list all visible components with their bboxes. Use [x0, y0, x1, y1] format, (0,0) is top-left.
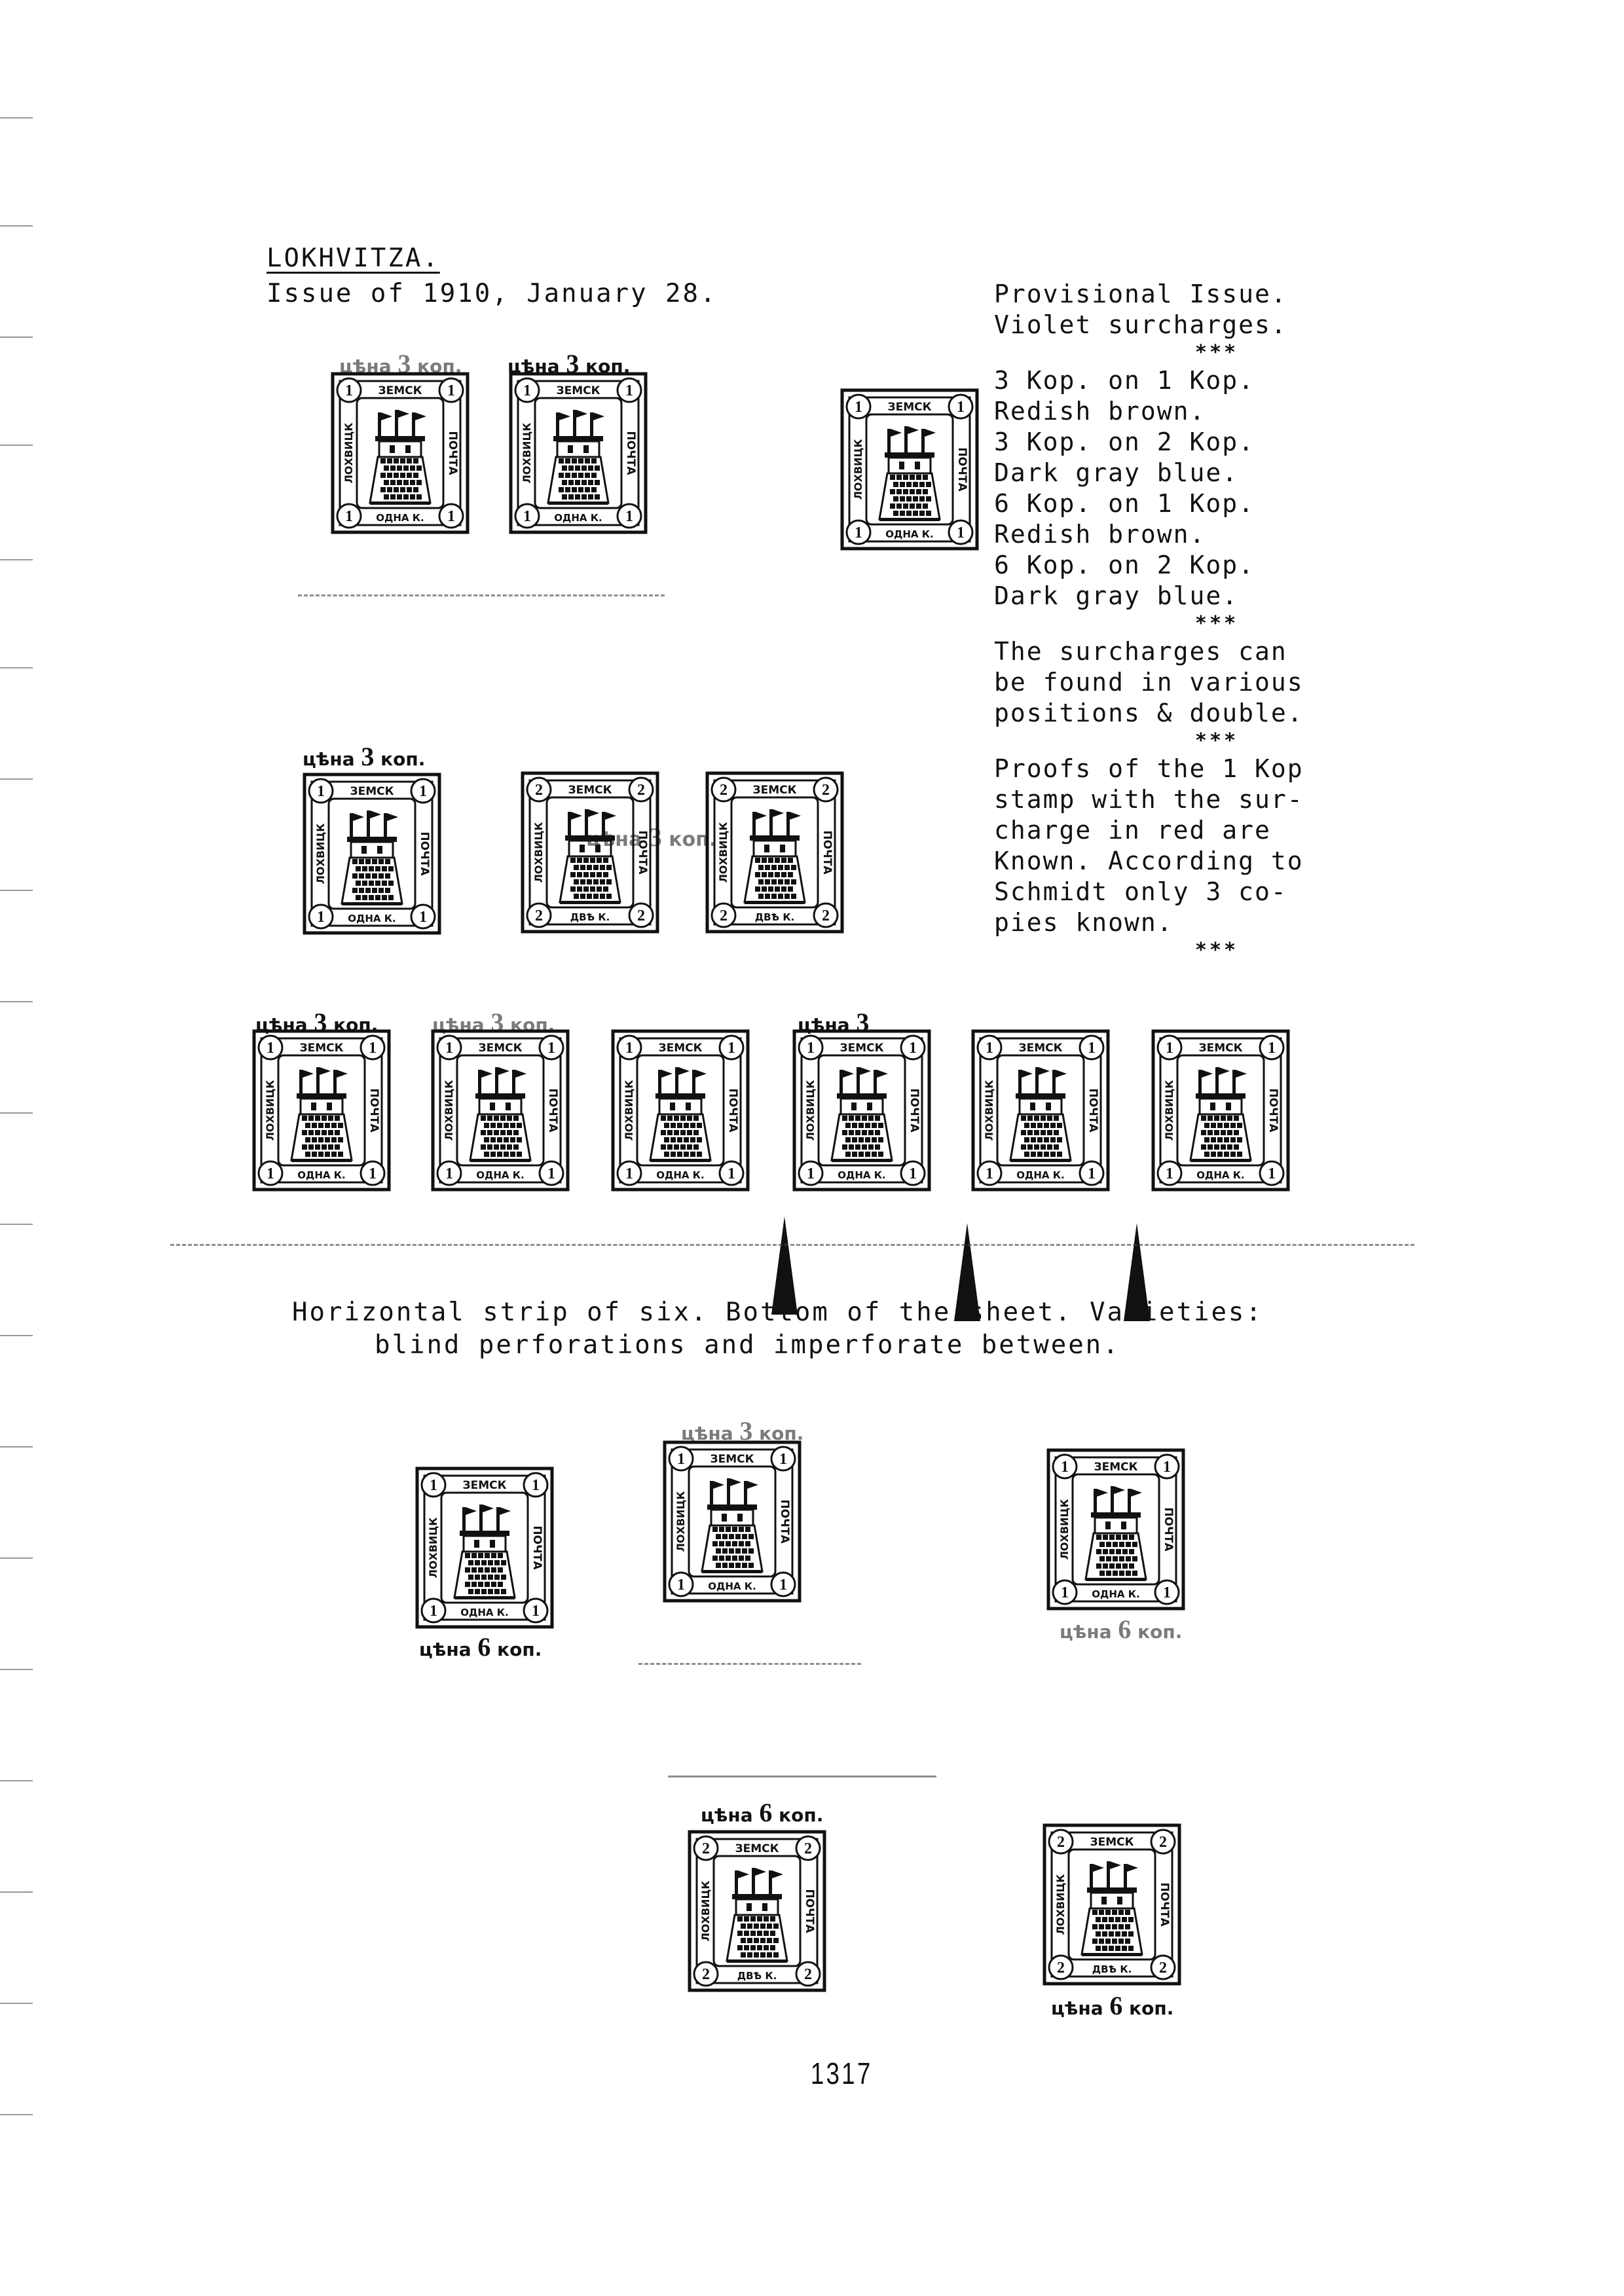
denomination-numeral: 2: [1159, 1834, 1167, 1851]
denomination-numeral: 1: [523, 382, 531, 399]
denomination-numeral: 2: [702, 1840, 710, 1857]
stamp-left-text: ЛОХВИЦК: [443, 1080, 455, 1141]
stamp-bottom-text: ОДНА К.: [1092, 1588, 1140, 1600]
denomination-numeral: 1: [445, 1165, 453, 1182]
stamp-top-text: ЗЕМСК: [568, 784, 612, 797]
denomination-numeral: 1: [267, 1040, 274, 1057]
overprint-6kop: цѣна 6 коп.: [1060, 1614, 1183, 1644]
stamp-2kop: [688, 1830, 826, 1992]
denomination-numeral: 1: [345, 382, 353, 399]
stamp-top-text: ЗЕМСК: [887, 401, 932, 414]
stamp-bottom-text: ОДНА К.: [348, 913, 396, 924]
strip-caption: [292, 1296, 1263, 1362]
stamp-right-text: ПОЧТА: [418, 831, 431, 876]
page-heading: LOKHVITZA.: [267, 244, 440, 273]
stamp-top-text: ЗЕМСК: [299, 1042, 344, 1055]
stamp-right-text: ПОЧТА: [636, 830, 649, 875]
denomination-numeral: 1: [317, 783, 325, 800]
separator-stars: ***: [1194, 939, 1239, 962]
hinge-edge: [298, 594, 665, 596]
stamp-left-text: ЛОХВИЦК: [264, 1080, 276, 1141]
stamp-left-text: ЛОХВИЦК: [623, 1080, 635, 1141]
issue-date: Issue of 1910, January 28.: [267, 279, 718, 308]
stamp-top-text: ЗЕМСК: [1090, 1836, 1134, 1849]
denomination-numeral: 1: [728, 1165, 735, 1182]
denomination-numeral: 2: [804, 1966, 812, 1983]
denomination-numeral: 2: [822, 907, 830, 924]
overprint-3kop: цѣна 3: [798, 1008, 870, 1037]
proofs-line: Schmidt only 3 co-: [994, 877, 1287, 906]
stamp-1kop: [971, 1029, 1110, 1192]
stamp-right-text: ПОЧТА: [821, 830, 834, 875]
overprint-6kop: цѣна 6 коп.: [419, 1632, 542, 1662]
denomination-numeral: 1: [728, 1040, 735, 1057]
denomination-numeral: 1: [430, 1477, 437, 1494]
denomination-numeral: 1: [677, 1576, 685, 1594]
stamp-bottom-text: ДВѢ К.: [737, 1970, 777, 1982]
stamp-1kop: [415, 1467, 554, 1629]
denomination-numeral: 1: [445, 1040, 453, 1057]
surcharge-line: 6 Kop. on 1 Kop.: [994, 489, 1255, 518]
stamp-1kop: [1046, 1448, 1185, 1611]
stamp-right-text: ПОЧТА: [1162, 1507, 1175, 1552]
denomination-numeral: 2: [1057, 1959, 1065, 1977]
stamp-right-text: ПОЧТА: [1158, 1882, 1171, 1927]
stamp-left-text: ЛОХВИЦК: [427, 1517, 439, 1578]
stamp-bottom-text: ОДНА К.: [656, 1169, 705, 1181]
denomination-numeral: 1: [1088, 1040, 1096, 1057]
proofs-line: stamp with the sur-: [994, 785, 1304, 814]
stamp-bottom-text: ОДНА К.: [460, 1607, 509, 1618]
denomination-numeral: 1: [523, 508, 531, 525]
stamp-top-text: ЗЕМСК: [556, 384, 600, 397]
stamp-1kop: [431, 1029, 570, 1192]
denomination-numeral: 1: [419, 909, 427, 926]
denomination-numeral: 1: [625, 1040, 633, 1057]
denomination-numeral: 1: [855, 399, 862, 416]
denomination-numeral: 1: [677, 1451, 685, 1468]
stamp-bottom-text: ОДНА К.: [838, 1169, 886, 1181]
stamp-bottom-text: ОДНА К.: [297, 1169, 346, 1181]
overprint-3kop: цѣна 3 коп.: [507, 349, 631, 378]
stamp-left-text: ЛОХВИЦК: [342, 422, 355, 484]
positions-line: positions & double.: [994, 699, 1304, 727]
proofs-line: Proofs of the 1 Kop: [994, 754, 1304, 783]
stamp-right-text: ПОЧТА: [955, 447, 969, 492]
surcharge-line: 6 Kop. on 2 Kop.: [994, 551, 1255, 579]
denomination-numeral: 1: [369, 1040, 377, 1057]
overprint-3kop: цѣна 3 коп.: [303, 742, 426, 771]
denomination-numeral: 1: [345, 508, 353, 525]
margin-ticks: [0, 0, 39, 2296]
denomination-numeral: 1: [267, 1165, 274, 1182]
stamp-left-text: ЛОХВИЦК: [674, 1491, 687, 1552]
stamp-left-text: ЛОХВИЦК: [1163, 1080, 1175, 1141]
denomination-numeral: 2: [535, 907, 543, 924]
notes-title-1: Provisional Issue.: [994, 280, 1287, 308]
denomination-numeral: 1: [909, 1165, 917, 1182]
denomination-numeral: 1: [532, 1477, 540, 1494]
stamp-1kop: [663, 1440, 802, 1603]
denomination-numeral: 2: [720, 907, 728, 924]
surcharge-line: Redish brown.: [994, 397, 1206, 426]
denomination-numeral: 2: [804, 1840, 812, 1857]
overprint-3kop: цѣна 3 коп.: [339, 349, 462, 378]
denomination-numeral: 1: [779, 1451, 787, 1468]
denomination-numeral: 1: [317, 909, 325, 926]
denomination-numeral: 1: [986, 1165, 993, 1182]
stamp-bottom-text: ОДНА К.: [1016, 1169, 1065, 1181]
overprint-6kop: цѣна 6 коп.: [1051, 1991, 1174, 2020]
stamp-left-text: ЛОХВИЦК: [521, 422, 533, 484]
denomination-numeral: 1: [547, 1165, 555, 1182]
hinge-edge: [638, 1663, 861, 1665]
stamp-2kop: [705, 771, 844, 934]
denomination-numeral: 1: [1268, 1165, 1276, 1182]
stamp-left-text: ЛОХВИЦК: [699, 1880, 712, 1942]
overprint-6kop: цѣна 6 коп.: [701, 1798, 824, 1827]
stamp-2kop: [1043, 1823, 1181, 1986]
stamp-top-text: ЗЕМСК: [735, 1842, 779, 1855]
stamp-left-text: ЛОХВИЦК: [804, 1080, 817, 1141]
stamp-1kop: [1151, 1029, 1290, 1192]
stamp-left-text: ЛОХВИЦК: [314, 823, 327, 884]
stamp-1kop: [611, 1029, 750, 1192]
stamp-2kop: [521, 771, 659, 934]
denomination-numeral: 1: [986, 1040, 993, 1057]
stamp-bottom-text: ОДНА К.: [708, 1580, 756, 1592]
denomination-numeral: 1: [1166, 1040, 1173, 1057]
notes-title-2: Violet surcharges.: [994, 310, 1287, 339]
denomination-numeral: 2: [1159, 1959, 1167, 1977]
stamp-top-text: ЗЕМСК: [1198, 1042, 1243, 1055]
denomination-numeral: 1: [1268, 1040, 1276, 1057]
stamp-left-text: ЛОХВИЦК: [532, 822, 545, 883]
surcharge-line: 3 Kop. on 2 Kop.: [994, 428, 1255, 456]
stamp-bottom-text: ДВѢ К.: [1092, 1963, 1132, 1975]
stamp-bottom-text: ОДНА К.: [476, 1169, 525, 1181]
stamp-top-text: ЗЕМСК: [840, 1042, 884, 1055]
denomination-numeral: 1: [625, 382, 633, 399]
stamp-bottom-text: ДВѢ К.: [754, 911, 795, 923]
stamp-1kop: [509, 372, 648, 534]
stamp-1kop: [792, 1029, 931, 1192]
stamp-bottom-text: ОДНА К.: [554, 512, 602, 524]
denomination-numeral: 2: [1057, 1834, 1065, 1851]
denomination-numeral: 1: [369, 1165, 377, 1182]
denomination-numeral: 1: [957, 524, 965, 541]
surcharge-line: Redish brown.: [994, 520, 1206, 549]
stamp-bottom-text: ОДНА К.: [1196, 1169, 1245, 1181]
denomination-numeral: 1: [625, 508, 633, 525]
stamp-right-text: ПОЧТА: [1086, 1088, 1099, 1133]
hinge-edge: [668, 1776, 936, 1777]
denomination-numeral: 1: [1088, 1165, 1096, 1182]
denomination-numeral: 1: [1061, 1459, 1069, 1476]
caption-line-1: Horizontal strip of six. Bottom of the sheet. Varieties:: [292, 1298, 1263, 1327]
denomination-numeral: 1: [1163, 1459, 1171, 1476]
overprint-3kop: цѣна 3 коп.: [681, 1416, 804, 1446]
notes-column: [994, 279, 1361, 963]
denomination-numeral: 1: [855, 524, 862, 541]
denomination-numeral: 1: [1166, 1165, 1173, 1182]
stamp-1kop: [331, 372, 470, 534]
denomination-numeral: 1: [532, 1603, 540, 1620]
proofs-line: Known. According to: [994, 847, 1304, 875]
stamp-right-text: ПОЧТА: [367, 1088, 380, 1133]
denomination-numeral: 2: [720, 782, 728, 799]
stamp-right-text: ПОЧТА: [908, 1088, 921, 1133]
stamp-top-text: ЗЕМСК: [710, 1453, 754, 1466]
overprint-3kop-inverted: цѣна 3 коп.: [586, 822, 717, 852]
denomination-numeral: 2: [535, 782, 543, 799]
denomination-numeral: 1: [430, 1603, 437, 1620]
stamp-left-text: ЛОХВИЦК: [1054, 1874, 1067, 1935]
stamp-left-text: ЛОХВИЦК: [1058, 1499, 1071, 1560]
denomination-numeral: 1: [419, 783, 427, 800]
stamp-bottom-text: ДВѢ К.: [570, 911, 610, 923]
stamp-right-text: ПОЧТА: [803, 1889, 816, 1933]
stamp-left-text: ЛОХВИЦК: [852, 439, 864, 500]
stamp-right-text: ПОЧТА: [624, 431, 637, 475]
stamp-top-text: ЗЕМСК: [1094, 1461, 1138, 1474]
stamp-right-text: ПОЧТА: [530, 1525, 544, 1570]
stamp-top-text: ЗЕМСК: [378, 384, 422, 397]
stamp-top-text: ЗЕМСК: [350, 785, 394, 798]
denomination-numeral: 1: [547, 1040, 555, 1057]
positions-line: be found in various: [994, 668, 1304, 697]
stamp-1kop: [840, 388, 979, 551]
denomination-numeral: 2: [637, 782, 645, 799]
surcharge-line: 3 Kop. on 1 Kop.: [994, 366, 1255, 395]
surcharge-line: Dark gray blue.: [994, 458, 1239, 487]
denomination-numeral: 1: [807, 1165, 815, 1182]
separator-stars: ***: [1194, 729, 1239, 752]
denomination-numeral: 1: [957, 399, 965, 416]
surcharge-line: Dark gray blue.: [994, 581, 1239, 610]
denomination-numeral: 2: [702, 1966, 710, 1983]
denomination-numeral: 1: [1061, 1584, 1069, 1601]
stamp-right-text: ПОЧТА: [778, 1499, 791, 1544]
stamp-top-text: ЗЕМСК: [1018, 1042, 1063, 1055]
denomination-numeral: 1: [625, 1165, 633, 1182]
stamp-top-text: ЗЕМСК: [478, 1042, 523, 1055]
stamp-1kop: [252, 1029, 391, 1192]
stamp-left-text: ЛОХВИЦК: [717, 822, 729, 883]
denomination-numeral: 1: [1163, 1584, 1171, 1601]
proofs-line: charge in red are: [994, 816, 1271, 845]
denomination-numeral: 2: [637, 907, 645, 924]
positions-line: The surcharges can: [994, 637, 1287, 666]
stamp-bottom-text: ОДНА К.: [885, 528, 934, 540]
denomination-numeral: 1: [779, 1576, 787, 1594]
stamp-bottom-text: ОДНА К.: [376, 512, 424, 524]
overprint-3kop: цѣна 3 коп.: [432, 1008, 555, 1037]
stamp-top-text: ЗЕМСК: [658, 1042, 703, 1055]
hinge-edge: [170, 1244, 1414, 1246]
page-number: 1317: [810, 2056, 873, 2090]
stamp-right-text: ПОЧТА: [1266, 1088, 1280, 1133]
stamp-right-text: ПОЧТА: [546, 1088, 559, 1133]
denomination-numeral: 1: [447, 382, 455, 399]
separator-stars: ***: [1194, 612, 1239, 635]
overprint-3kop: цѣна 3 коп.: [255, 1008, 378, 1037]
denomination-numeral: 1: [909, 1040, 917, 1057]
stamp-right-text: ПОЧТА: [446, 431, 459, 475]
stamp-left-text: ЛОХВИЦК: [983, 1080, 995, 1141]
denomination-numeral: 1: [807, 1040, 815, 1057]
stamp-1kop: [303, 773, 441, 935]
caption-line-2: blind perforations and imperforate between.: [375, 1330, 1120, 1360]
separator-stars: ***: [1194, 341, 1239, 364]
denomination-numeral: 1: [447, 508, 455, 525]
stamp-right-text: ПОЧТА: [726, 1088, 739, 1133]
stamp-top-text: ЗЕМСК: [752, 784, 797, 797]
proofs-line: pies known.: [994, 908, 1173, 937]
stamp-top-text: ЗЕМСК: [462, 1479, 507, 1492]
denomination-numeral: 2: [822, 782, 830, 799]
